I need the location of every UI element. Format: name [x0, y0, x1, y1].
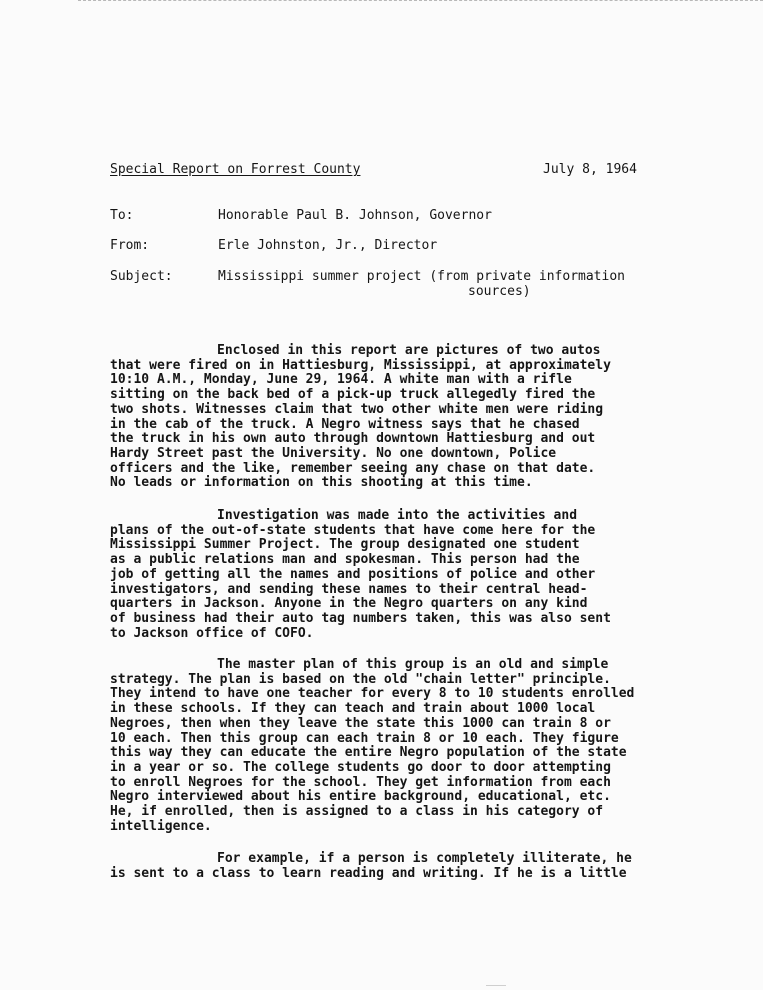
paragraph-line: investigators, and sending these names to their central head- [110, 581, 588, 597]
subject-line-2: sources) [468, 284, 531, 299]
paragraph-line: He, if enrolled, then is assigned to a class in his category of [110, 804, 604, 820]
paragraph-line: officers and the like, remember seeing any chase on that date. [110, 460, 596, 476]
paragraph-line: Enclosed in this report are pictures of two autos [217, 343, 601, 358]
subject-label: Subject: [110, 269, 173, 284]
paragraph-line: intelligence. [110, 818, 212, 834]
paragraph-shooting [110, 344, 720, 491]
paragraph-line: that were fired on in Hattiesburg, Mississippi, at approximately [110, 357, 611, 373]
paragraph-line: They intend to have one teacher for every 8 to 10 students enrolled [110, 686, 635, 702]
paragraph-line: Hardy Street past the University. No one downtown, Police [110, 445, 557, 461]
paragraph-example [110, 852, 720, 881]
subject-value [218, 269, 625, 299]
scan-artifact [486, 985, 506, 986]
report-title: Special Report on Forrest County [110, 162, 361, 177]
paragraph-line: Negroes, then when they leave the state this 1000 can train 8 or [110, 715, 611, 731]
to-value: Honorable Paul B. Johnson, Governor [218, 208, 492, 223]
paragraph-line: For example, if a person is completely illiterate, he [217, 851, 632, 866]
paragraph-line: job of getting all the names and positions of police and other [110, 566, 596, 582]
paragraph-line: to Jackson office of COFO. [110, 625, 314, 641]
paragraph-line: sitting on the back bed of a pick-up truck allegedly fired the [110, 387, 596, 403]
subject-line-1: Mississippi summer project (from private information [218, 269, 625, 284]
paragraph-line: Mississippi Summer Project. The group designated one student [110, 537, 580, 553]
paragraph-line: strategy. The plan is based on the old "chain letter" principle. [110, 671, 611, 687]
paragraph-line: to enroll Negroes for the school. They get information from each [110, 774, 611, 790]
paragraph-line: The master plan of this group is an old and simple [217, 657, 609, 672]
paragraph-line: No leads or information on this shooting at this time. [110, 475, 533, 491]
paragraph-line: in these schools. If they can teach and train about 1000 local [110, 701, 596, 717]
to-label: To: [110, 208, 134, 223]
from-label: From: [110, 238, 150, 253]
paragraph-investigation [110, 509, 720, 641]
paragraph-line: as a public relations man and spokesman. This person had the [110, 552, 580, 568]
paragraph-line: in the cab of the truck. A Negro witness says that he chased [110, 416, 580, 432]
paragraph-line: the truck in his own auto through downtown Hattiesburg and out [110, 431, 596, 447]
paragraph-line: Negro interviewed about his entire background, educational, etc. [110, 789, 611, 805]
paragraph-line: in a year or so. The college students go door to door attempting [110, 759, 611, 775]
paragraph-line: 10 each. Then this group can each train 8 or 10 each. They figure [110, 730, 619, 746]
paragraph-line: Investigation was made into the activities and [217, 508, 578, 523]
paragraph-line: two shots. Witnesses claim that two other white men were riding [110, 401, 604, 417]
scan-top-border [78, 0, 763, 1]
paragraph-master-plan [110, 658, 720, 834]
paragraph-line: of business had their auto tag numbers taken, this was also sent [110, 610, 611, 626]
paragraph-line: plans of the out-of-state students that have come here for the [110, 522, 596, 538]
paragraph-line: is sent to a class to learn reading and writing. If he is a little [110, 865, 627, 881]
from-value: Erle Johnston, Jr., Director [218, 238, 438, 253]
paragraph-line: this way they can educate the entire Negro population of the state [110, 745, 627, 761]
paragraph-line: 10:10 A.M., Monday, June 29, 1964. A white man with a rifle [110, 372, 572, 388]
report-date: July 8, 1964 [543, 162, 637, 177]
paragraph-line: quarters in Jackson. Anyone in the Negro quarters on any kind [110, 596, 588, 612]
